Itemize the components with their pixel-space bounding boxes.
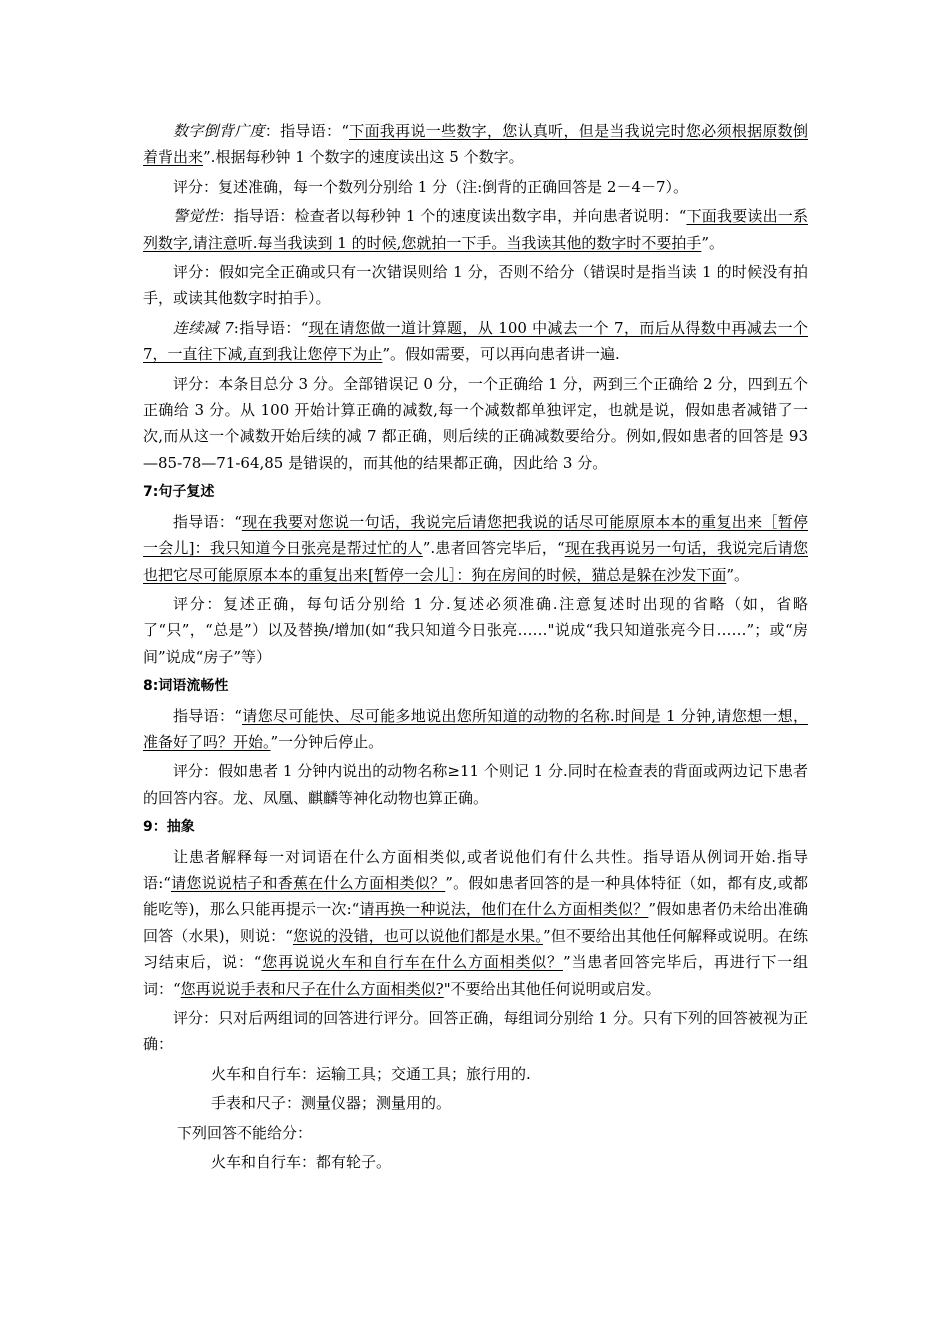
paragraph-reverse-digit-span <box>143 118 808 171</box>
text-segment: ”.根据每秒钟 1 个数字的速度读出这 5 个数字。 <box>203 148 524 167</box>
text-segment: ”。 <box>726 565 750 584</box>
heading-abstraction: 9：抽象 <box>143 819 195 836</box>
instruction-quote: 您说的没错，也可以说他们都是水果。 <box>292 926 543 945</box>
term-reverse-digit-span: 数字倒背广度 <box>173 122 265 140</box>
paragraph-vigilance <box>143 203 808 256</box>
paragraph-scoring-serial-seven: 评分：本条目总分 3 分。全部错误记 0 分，一个正确给 1 分，两到三个正确给 2 分，四到五个正确给 3 分。从 100 开始计算正确的减数,每一个减数都单独评定，也就是说，假如患者减错了一次,而从这一个减数开始后续的减 7 都正确，则后续的正确减数要给分。例如,假如患者的回答是 93—85-78—71-64,85 是错误的，而其他的结果都正确，因此给 3 分。 <box>143 374 808 472</box>
text-segment: ”假如患者仍未给出准确回答（水果)，则说：“ <box>143 900 808 945</box>
instruction-quote: 现在我再说另一句话，我说完后请您也把它尽可能原原本本的重复出来[暂停一会儿］：狗在房间的时候，猫总是躲在沙发下面 <box>143 539 808 584</box>
instruction-quote: 请您说说桔子和香蕉在什么方面相类似？ <box>170 873 446 892</box>
instruction-quote: 您再说说手表和尺子在什么方面相类似? <box>180 979 444 998</box>
text-segment: ”。假如患者回答的是一种具体特征（如，都有皮,或都能吃等)，那么只能再提示一次:“ <box>143 873 808 919</box>
paragraph-scoring-sentence-repetition: 评分：复述正确，每句话分别给 1 分.复述必须准确.注意复述时出现的省略（如，省略了“只”，“总是”）以及替换/增加(如“我只知道今日张亮……"说成“我只知道张亮今日……”；或“房间”说成“房子”等） <box>143 594 808 666</box>
instruction-quote: 现在我要对您说一句话，我说完后请您把我说的话尽可能原原本本的重复出来［暂停一会儿]：我只知道今日张亮是帮过忙的人 <box>143 512 808 558</box>
instruction-quote: 下面我要读出一系列数字,请注意听.每当我读到 1 的时候,您就拍一下手。当我读其他的数字时不要拍手 <box>143 207 808 252</box>
correct-answer-watch-ruler: 手表和尺子：测量仪器；测量用的。 <box>211 1094 452 1113</box>
text-segment: "不要给出其他任何说明或启发。 <box>443 979 661 998</box>
paragraph-serial-seven <box>143 315 808 368</box>
instruction-quote: 现在请您做一道计算题，从 100 中减去一个 7，而后从得数中再减去一个 7，一直往下减,直到我让您停下为止 <box>143 318 809 364</box>
paragraph-verbal-fluency <box>143 703 808 756</box>
heading-verbal-fluency: 8:词语流畅性 <box>143 678 229 695</box>
instruction-quote: 请您尽可能快、尽可能多地说出您所知道的动物的名称.时间是 1 分钟,请您想一想，准备好了吗？开始。 <box>143 706 809 751</box>
paragraph-no-score-answers: 下列回答不能给分： <box>177 1123 313 1142</box>
instruction-quote: 下面我再说一些数字，您认真听，但是当我说完时您必须根据原数倒着背出来 <box>143 122 808 167</box>
text-segment: ”一分钟后停止。 <box>270 732 384 751</box>
term-vigilance: 警觉性 <box>173 207 219 226</box>
text-segment: ”。 <box>701 233 725 252</box>
heading-sentence-repetition: 7:句子复述 <box>143 484 215 501</box>
paragraph-abstraction <box>143 844 808 1002</box>
text-segment: ：指导语：检查者以每秒钟 1 个的速度读出数字串，并向患者说明：“ <box>218 207 687 226</box>
text-segment: ”.患者回答完毕后，“ <box>422 539 565 558</box>
document-page <box>143 118 808 1175</box>
paragraph-scoring-reverse-digit: 评分：复述准确，每一个数列分别给 1 分（注:倒背的正确回答是 2－4－7）。 <box>173 177 689 196</box>
paragraph-scoring-abstraction: 评分：只对后两组词的回答进行评分。回答正确，每组词分别给 1 分。只有下列的回答被视为正确： <box>143 1009 808 1054</box>
term-serial-seven: 连续减 7 <box>173 318 234 337</box>
text-segment: 让患者解释每一对词语在什么方面相类似,或者说他们有什么共性。指导语从例词开始.指导语:“ <box>143 847 808 892</box>
text-segment: ”。假如需要，可以再向患者讲一遍. <box>382 345 620 364</box>
instruction-quote: 您再说说火车和自行车在什么方面相类似？ <box>261 953 563 972</box>
text-segment: ：指导语：“ <box>264 122 349 140</box>
paragraph-scoring-verbal-fluency: 评分：假如患者 1 分钟内说出的动物名称≥11 个则记 1 分.同时在检查表的背面或两边记下患者的回答内容。龙、凤凰、麒麟等神化动物也算正确。 <box>143 762 808 807</box>
paragraph-scoring-vigilance: 评分：假如完全正确或只有一次错误则给 1 分，否则不给分（错误时是指当读 1 的时候没有拍手，或读其他数字时拍手）。 <box>143 263 808 308</box>
instruction-quote: 请再换一种说法，他们在什么方面相类似？ <box>359 900 649 919</box>
correct-answer-train-bicycle: 火车和自行车：运输工具；交通工具；旅行用的. <box>211 1064 531 1083</box>
text-segment: 指导语：“ <box>173 512 242 531</box>
text-segment: ”当患者回答完毕后，再进行下一组词：“ <box>143 953 808 998</box>
text-segment: :指导语：“ <box>233 318 309 337</box>
wrong-answer-train-bicycle: 火车和自行车：都有轮子。 <box>211 1153 392 1172</box>
paragraph-sentence-repetition <box>143 509 808 588</box>
text-segment: ”但不要给出其他任何解释或说明。在练习结束后，说：“ <box>143 926 808 972</box>
text-segment: 指导语：“ <box>173 706 242 725</box>
